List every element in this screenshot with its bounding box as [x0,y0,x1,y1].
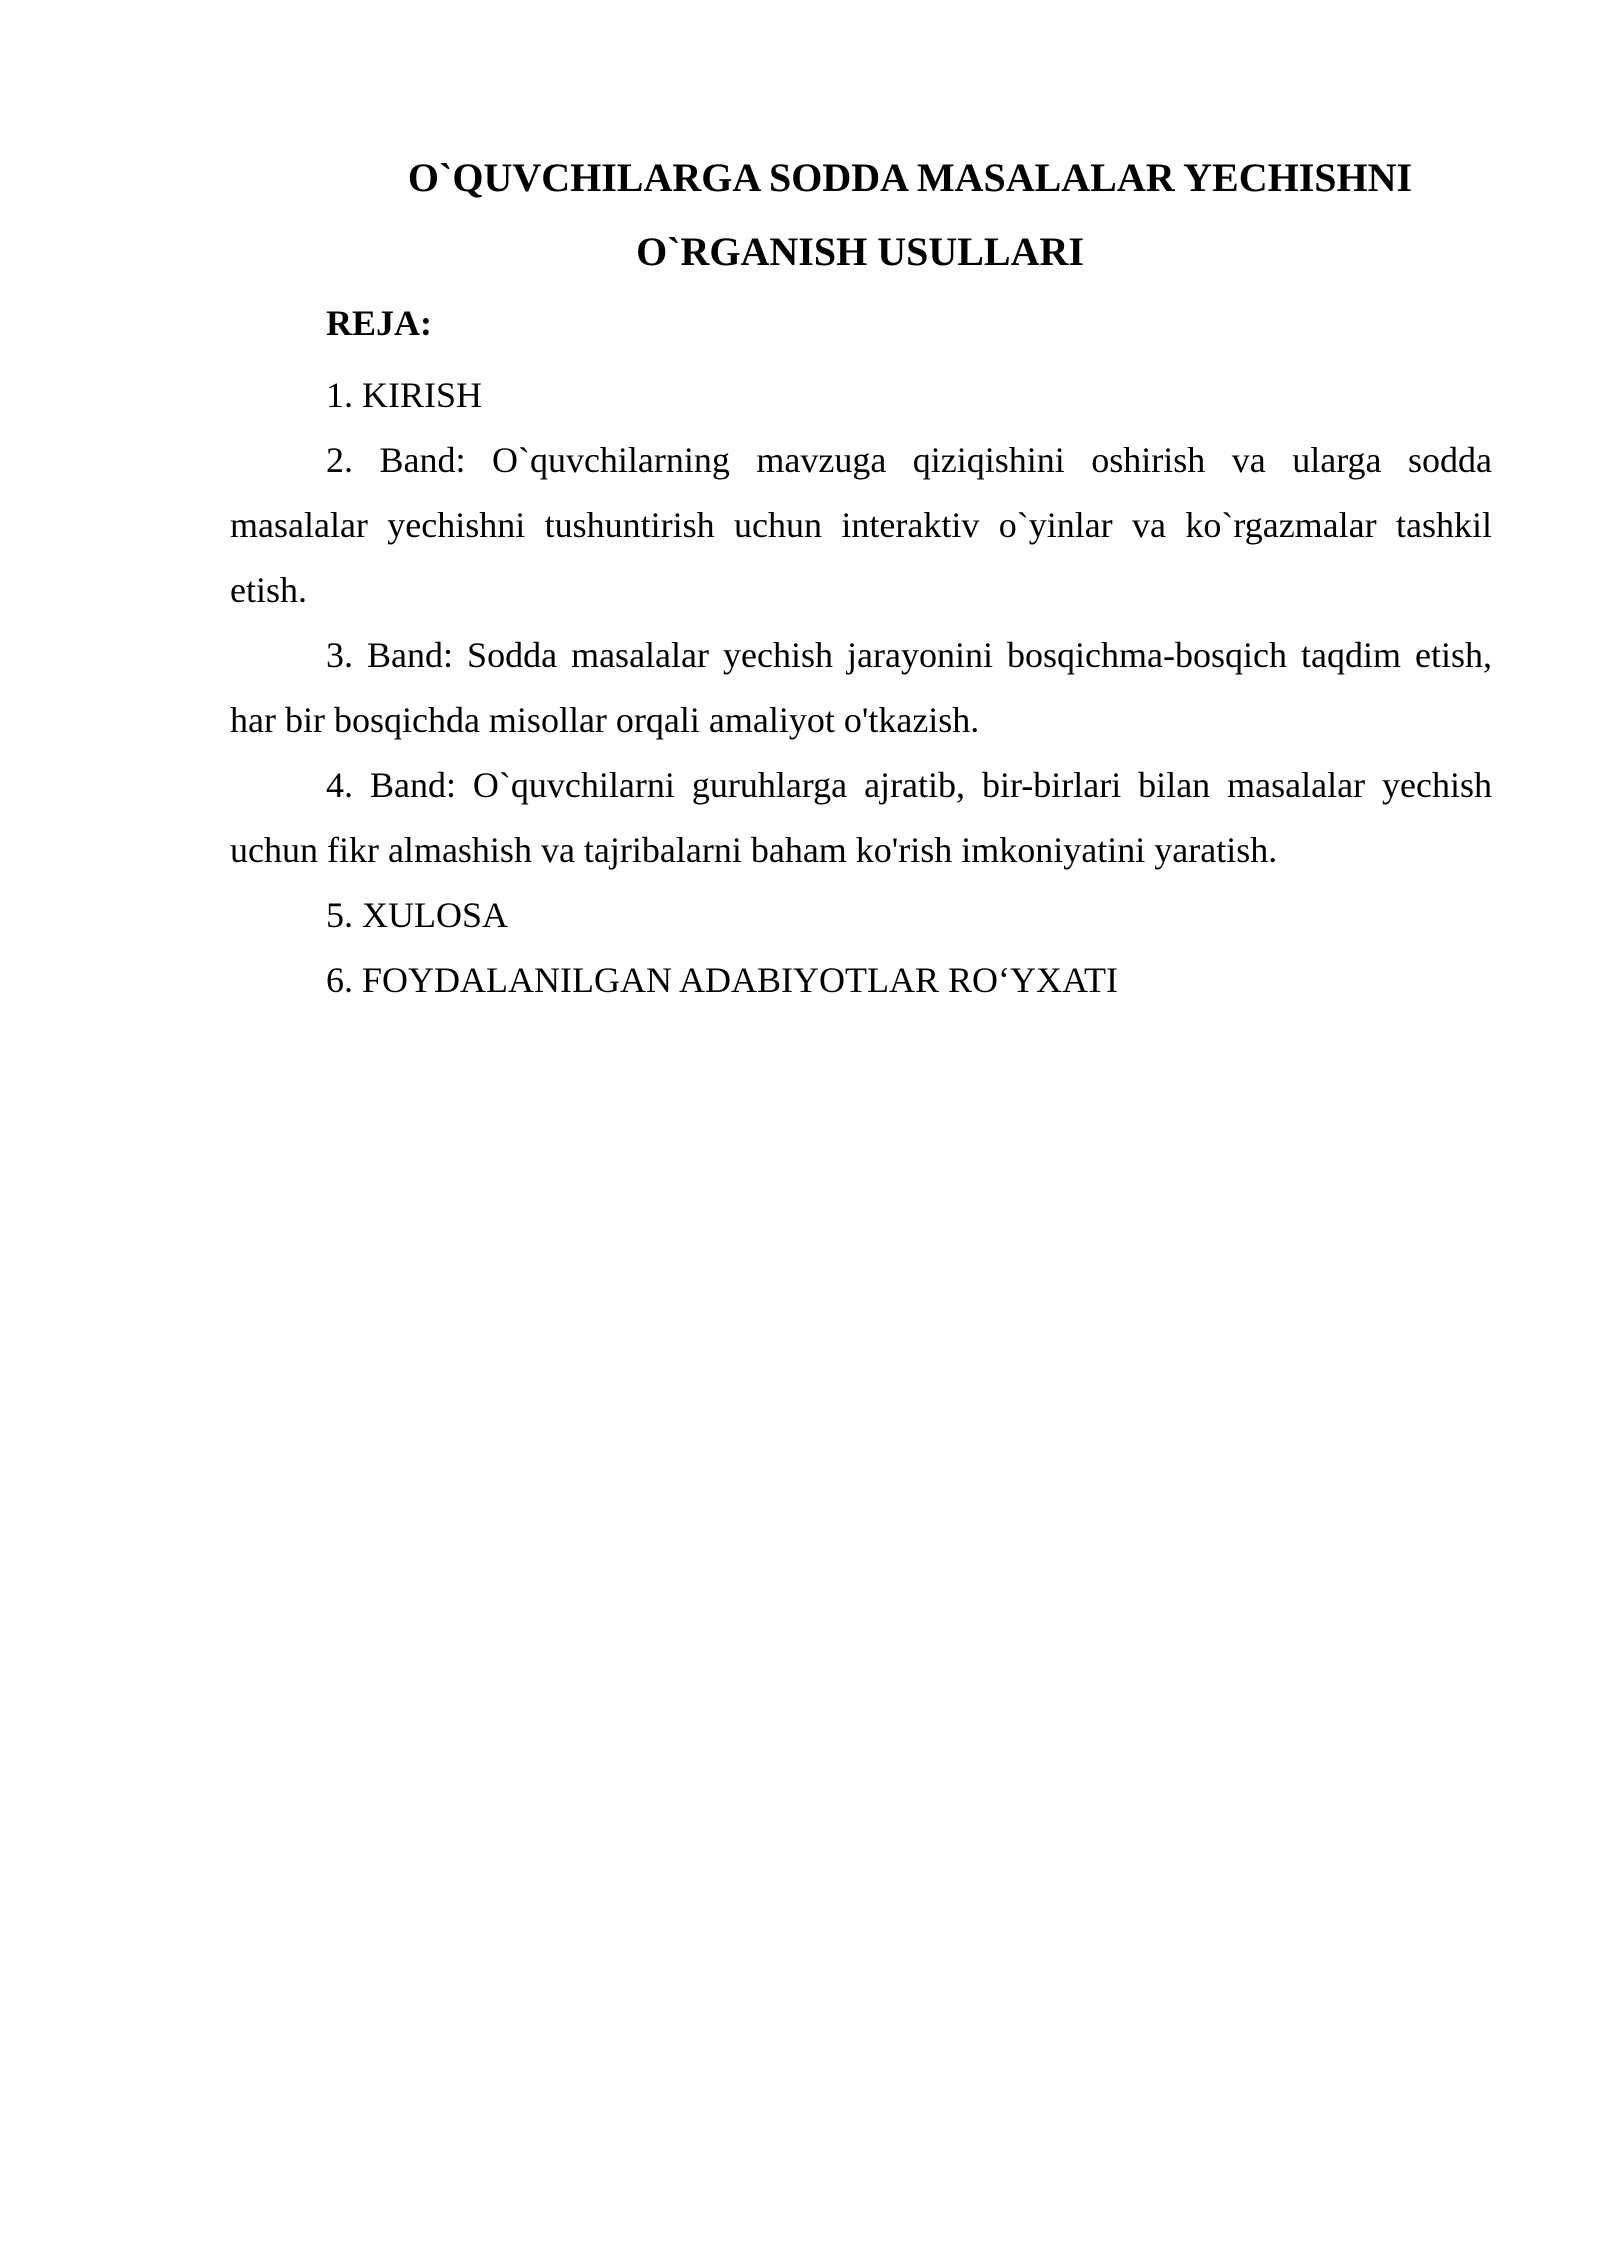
plan-heading: REJA: [326,303,432,343]
plan-item-conclusion: 5. XULOSA [326,895,509,935]
plan-item-band-4: 4. Band: O`quvchilarni guruhlarga ajratib, bir-birlari bilan masalalar yechish uchun fikr almashish va tajribalarni baham ko'rish imkoniyatini yaratish. [230,765,1492,870]
document-title-line-1: O`QUVCHILARGA SODDA MASALALAR YECHISHNI [407,155,1413,200]
plan-list [230,363,1492,1013]
plan-item-introduction: 1. KIRISH [326,375,483,415]
plan-item-band-3: 3. Band: Sodda masalalar yechish jarayonini bosqichma-bosqich taqdim etish, har bir bosqichda misollar orqali amaliyot o'tkazish. [230,635,1492,740]
plan-item-references: 6. FOYDALANILGAN ADABIYOTLAR RO‘YXATI [326,960,1118,1000]
document-title-line-2: O`RGANISH USULLARI [636,229,1084,274]
plan-item-band-2: 2. Band: O`quvchilarning mavzuga qiziqishini oshirish va ularga sodda masalalar yechishni tushuntirish uchun interaktiv o`yinlar va ko`rgazmalar tashkil etish. [230,440,1492,610]
